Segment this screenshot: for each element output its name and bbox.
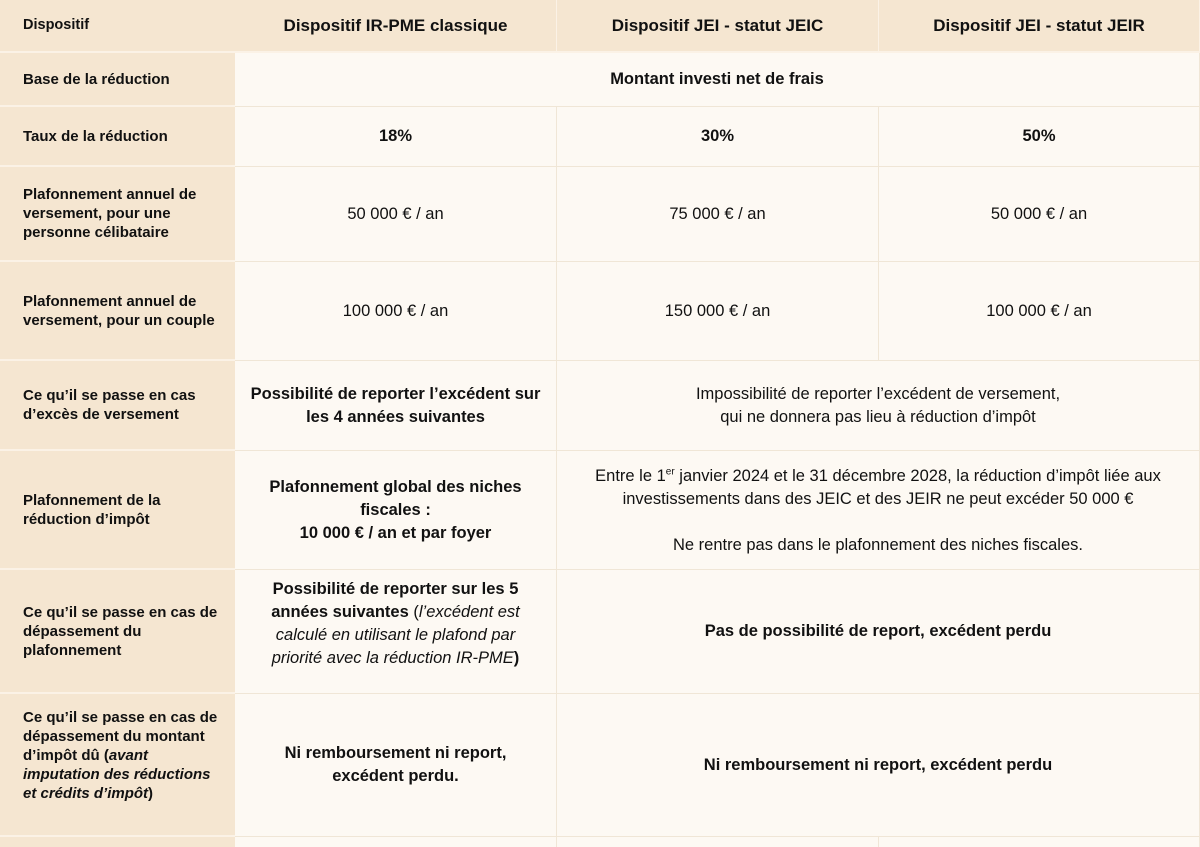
- row-label-depassement-plafond: Ce qu’il se passe en cas de dépassement du plafonnement: [0, 570, 235, 694]
- cell-plafond-couple-ir-pme: 100 000 € / an: [235, 262, 557, 361]
- row-label-exces: Ce qu’il se passe en cas d’excès de versement: [0, 361, 235, 451]
- depassement-plafond-italic: l’excédent est calculé en utilisant le plafond par priorité avec la réduction IR-PME: [271, 603, 520, 667]
- table-bottom-1: [235, 837, 557, 847]
- cell-taux-jeic: 30%: [557, 107, 879, 167]
- cell-depassement-plafond-merged: Pas de possibilité de report, excédent perdu: [557, 570, 1200, 694]
- row-label-plafond-couple: Plafonnement annuel de versement, pour un couple: [0, 262, 235, 361]
- depassement-plafond-bold: Possibilité de reporter sur les 5 années suivantes: [271, 580, 519, 621]
- cell-plafond-celib-jeic: 75 000 € / an: [557, 167, 879, 262]
- row-label-base: Base de la réduction: [0, 53, 235, 107]
- cell-taux-jeir: 50%: [879, 107, 1200, 167]
- cell-exces-merged: [557, 361, 1200, 451]
- cell-plafond-reduction-ir-pme: [235, 451, 557, 570]
- cell-plafond-celib-jeir: 50 000 € / an: [879, 167, 1200, 262]
- cell-base-merged: Montant investi net de frais: [235, 53, 1200, 107]
- plafond-reduction-line2: 10 000 € / an et par foyer: [299, 523, 492, 542]
- row-label-plafond-reduction: Plafonnement de la réduction d’impôt: [0, 451, 235, 570]
- table-bottom-3: [879, 837, 1200, 847]
- row-label-plafond-celibataire: Plafonnement annuel de versement, pour une personne célibataire: [0, 167, 235, 262]
- cell-plafond-reduction-merged: [557, 451, 1200, 570]
- exces-merged-line1: Impossibilité de reporter l’excédent de versement,: [695, 384, 1061, 403]
- plafond-reduction-paragraph-1: Entre le 1er janvier 2024 et le 31 décembre 2028, la réduction d’impôt liée aux investissements dans des JEIC et des JEIR ne peut excéder 50 000 €: [595, 466, 1161, 508]
- cell-depassement-impot-ir-pme: Ni remboursement ni report, excédent perdu.: [235, 694, 557, 837]
- cell-depassement-impot-merged: Ni remboursement ni report, excédent perdu: [557, 694, 1200, 837]
- cell-exces-ir-pme: Possibilité de reporter l’excédent sur les 4 années suivantes: [235, 361, 557, 451]
- cell-plafond-couple-jeic: 150 000 € / an: [557, 262, 879, 361]
- cell-depassement-plafond-ir-pme: Possibilité de reporter sur les 5 années suivantes (l’excédent est calculé en utilisant le plafond par priorité avec la réduction IR-PME): [235, 570, 557, 694]
- row-label-taux: Taux de la réduction: [0, 107, 235, 167]
- table-bottom-left: [0, 837, 235, 847]
- header-label: Dispositif: [0, 0, 235, 53]
- table-bottom-2: [557, 837, 879, 847]
- exces-merged-line2: qui ne donnera pas lieu à réduction d’impôt: [720, 407, 1036, 426]
- header-jeic: Dispositif JEI - statut JEIC: [557, 0, 879, 53]
- plafond-reduction-line1: Plafonnement global des niches fiscales :: [269, 477, 522, 519]
- cell-plafond-celib-ir-pme: 50 000 € / an: [235, 167, 557, 262]
- cell-plafond-couple-jeir: 100 000 € / an: [879, 262, 1200, 361]
- header-ir-pme: Dispositif IR-PME classique: [235, 0, 557, 53]
- plafond-reduction-paragraph-2: Ne rentre pas dans le plafonnement des niches fiscales.: [673, 536, 1083, 554]
- row-label-depassement-impot: Ce qu’il se passe en cas de dépassement du montant d’impôt dû (avant imputation des réductions et crédits d’impôt): [0, 694, 235, 837]
- cell-taux-ir-pme: 18%: [235, 107, 557, 167]
- header-jeir: Dispositif JEI - statut JEIR: [879, 0, 1200, 53]
